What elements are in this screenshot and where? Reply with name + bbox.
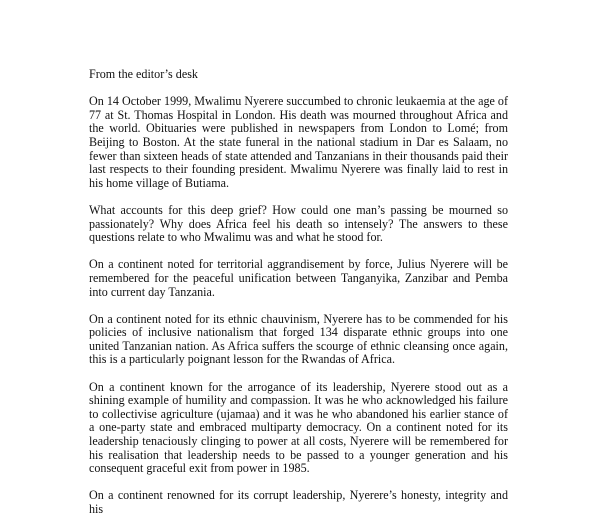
paragraph-1: On 14 October 1999, Mwalimu Nyerere succumbed to chronic leukaemia at the age of 77 at St. Thomas Hospital in London. His death was mourned throughout Africa and the world. Obituaries were published in newspapers from London to Lomé; from Beijing to Boston. At the state funeral in the national stadium in Dar es Salaam, no fewer than sixteen heads of state attended and Tanzanians in their thousands paid their last respects to their founding president. Mwalimu Nyerere was finally laid to rest in his home village of Butiama. xyxy=(89,94,508,190)
paragraph-2: What accounts for this deep grief? How could one man’s passing be mourned so passionately? Why does Africa feel his death so intensely? The answers to these questions relate to who Mwalimu was and what he stood for. xyxy=(89,202,508,245)
paragraph-6: On a continent renowned for its corrupt leadership, Nyerere’s honesty, integrity and his xyxy=(89,488,508,516)
editorial-heading: From the editor’s desk xyxy=(89,67,198,81)
paragraph-5: On a continent known for the arrogance of its leadership, Nyerere stood out as a shining example of humility and compassion. It was he who acknowledged his failure to collectivise agriculture (ujamaa) and it was he who abandoned his earlier stance of a one-party state and embraced multiparty democracy. On a continent noted for its leadership tenaciously clinging to power at all costs, Nyerere will be remembered for his realisation that leadership needs to be passed to a younger generation and his consequent graceful exit from power in 1985. xyxy=(89,379,508,476)
editorial-text xyxy=(89,68,508,530)
paragraph-3: On a continent noted for territorial aggrandisement by force, Julius Nyerere will be remembered for the peaceful unification between Tanganyika, Zanzibar and Pemba into current day Tanzania. xyxy=(89,257,508,299)
paragraph-4: On a continent noted for its ethnic chauvinism, Nyerere has to be commended for his policies of inclusive nationalism that forged 134 disparate ethnic groups into one united Tanzanian nation. As Africa suffers the scourge of ethnic cleansing once again, this is a particularly poignant lesson for the Rwandas of Africa. xyxy=(89,311,508,367)
